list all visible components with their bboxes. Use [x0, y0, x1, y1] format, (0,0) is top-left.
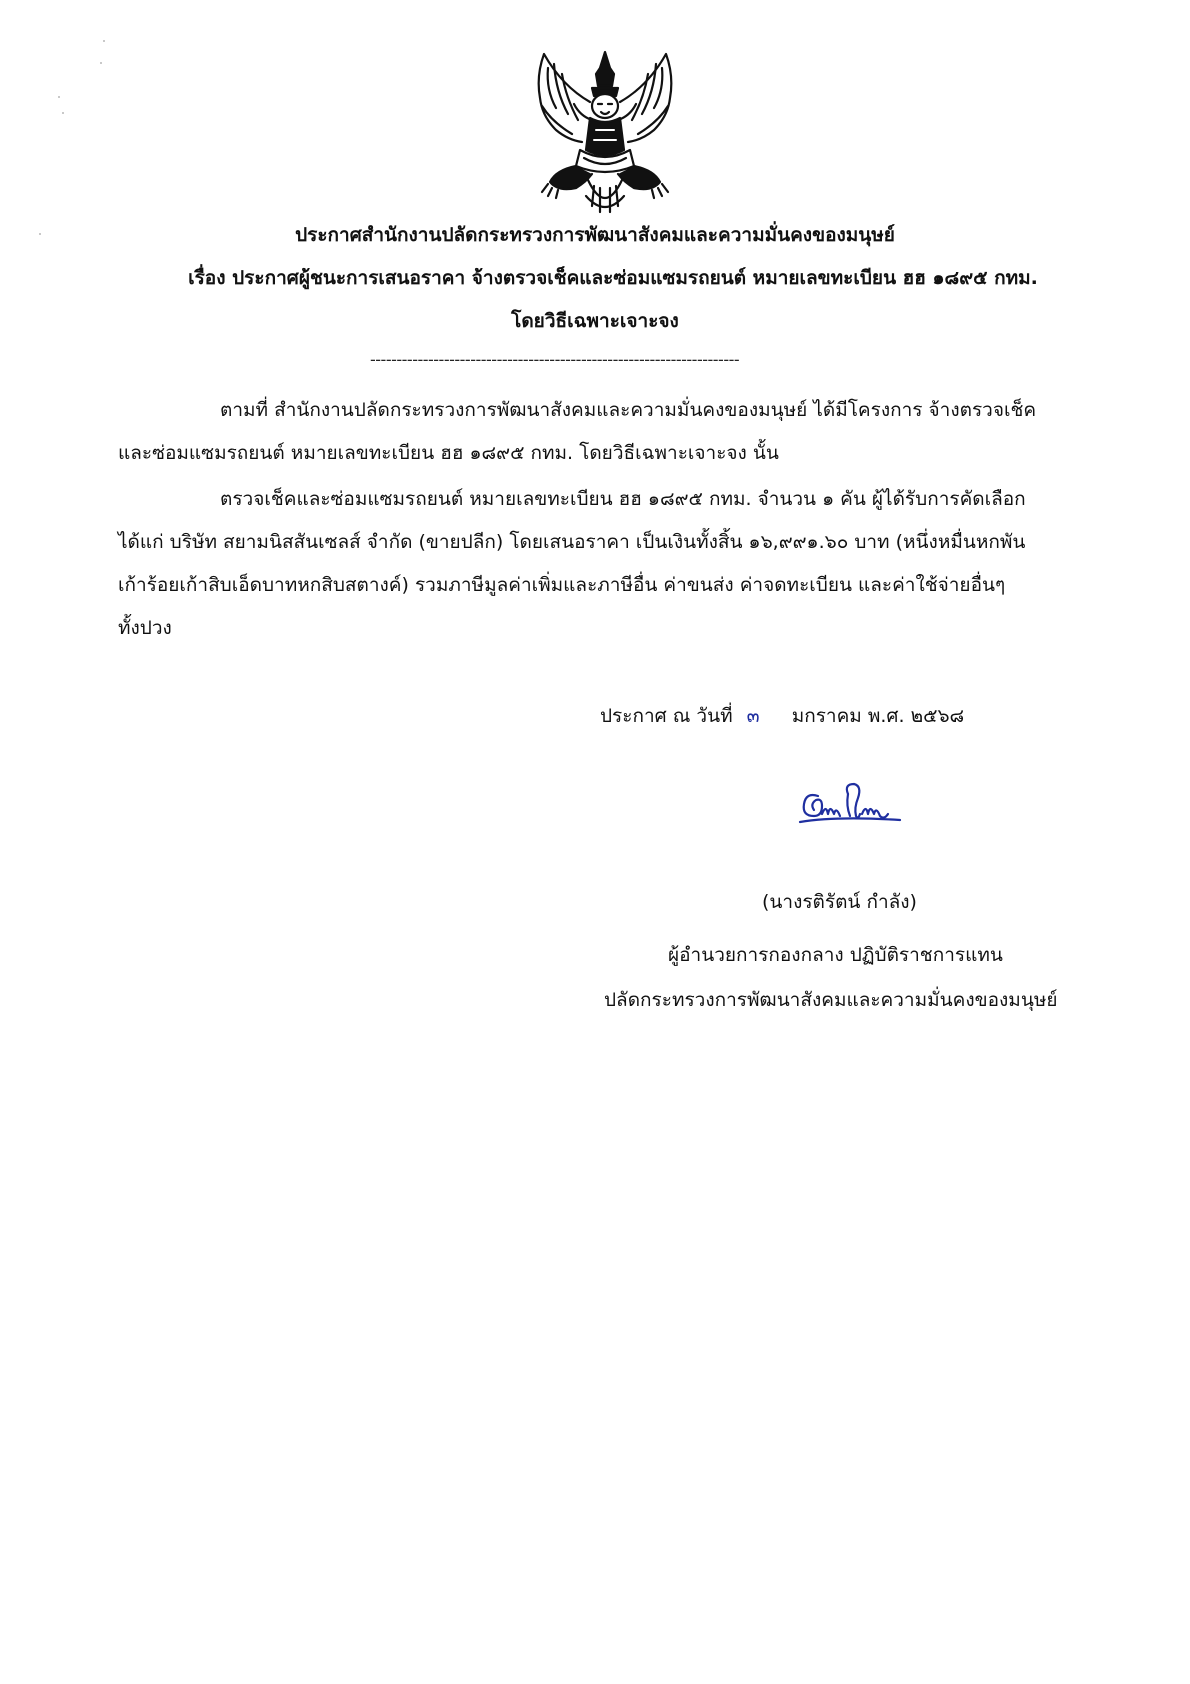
paragraph-line: ทั้งปวง — [118, 617, 172, 639]
scan-speck — [103, 40, 105, 42]
paragraph-line: และซ่อมแซมรถยนต์ หมายเลขทะเบียน ฮฮ ๑๘๙๕ กทม. โดยวิธีเฉพาะเจาะจง นั้น — [118, 442, 779, 464]
paragraph-line: เก้าร้อยเก้าสิบเอ็ดบาทหกสิบสตางค์) รวมภาษีมูลค่าเพิ่มและภาษีอื่น ค่าขนส่ง ค่าจดทะเบียน และค่าใช้จ่ายอื่นๆ — [118, 574, 1006, 596]
garuda-emblem-icon — [522, 46, 688, 218]
paragraph-line: ตามที่ สำนักงานปลัดกระทรวงการพัฒนาสังคมและความมั่นคงของมนุษย์ ได้มีโครงการ จ้างตรวจเช็ค — [220, 399, 1037, 421]
signatory-position: ผู้อำนวยการกองกลาง ปฏิบัติราชการแทน — [668, 944, 1003, 966]
announcement-prefix: ประกาศ ณ วันที่ — [600, 705, 733, 727]
scan-speck — [58, 96, 60, 98]
handwritten-signature — [796, 776, 906, 832]
document-method: โดยวิธีเฉพาะเจาะจง — [511, 310, 679, 332]
separator-line: ---------------------------------------------------------------------- — [370, 350, 740, 369]
scan-speck — [62, 112, 64, 114]
announcement-month-year: มกราคม พ.ศ. ๒๕๖๘ — [791, 705, 965, 727]
signatory-name: (นางรติรัตน์ กำลัง) — [762, 891, 917, 913]
paragraph-line: ตรวจเช็คและซ่อมแซมรถยนต์ หมายเลขทะเบียน ฮฮ ๑๘๙๕ กทม. จำนวน ๑ คัน ผู้ได้รับการคัดเลือก — [220, 488, 1026, 510]
scan-speck — [100, 62, 102, 64]
document-subject: เรื่อง ประกาศผู้ชนะการเสนอราคา จ้างตรวจเช็คและซ่อมแซมรถยนต์ หมายเลขทะเบียน ฮฮ ๑๘๙๕ กทม. — [188, 267, 1038, 289]
document-title: ประกาศสำนักงานปลัดกระทรวงการพัฒนาสังคมและความมั่นคงของมนุษย์ — [295, 224, 895, 246]
announcement-day: ๓ — [746, 705, 760, 727]
paragraph-line: ได้แก่ บริษัท สยามนิสสันเซลส์ จำกัด (ขายปลีก) โดยเสนอราคา เป็นเงินทั้งสิ้น ๑๖,๙๙๑.๖๐ บาท (หนึ่งหมื่นหกพัน — [118, 531, 1026, 553]
signatory-position: ปลัดกระทรวงการพัฒนาสังคมและความมั่นคงของมนุษย์ — [604, 989, 1058, 1011]
announcement-date — [600, 703, 964, 729]
